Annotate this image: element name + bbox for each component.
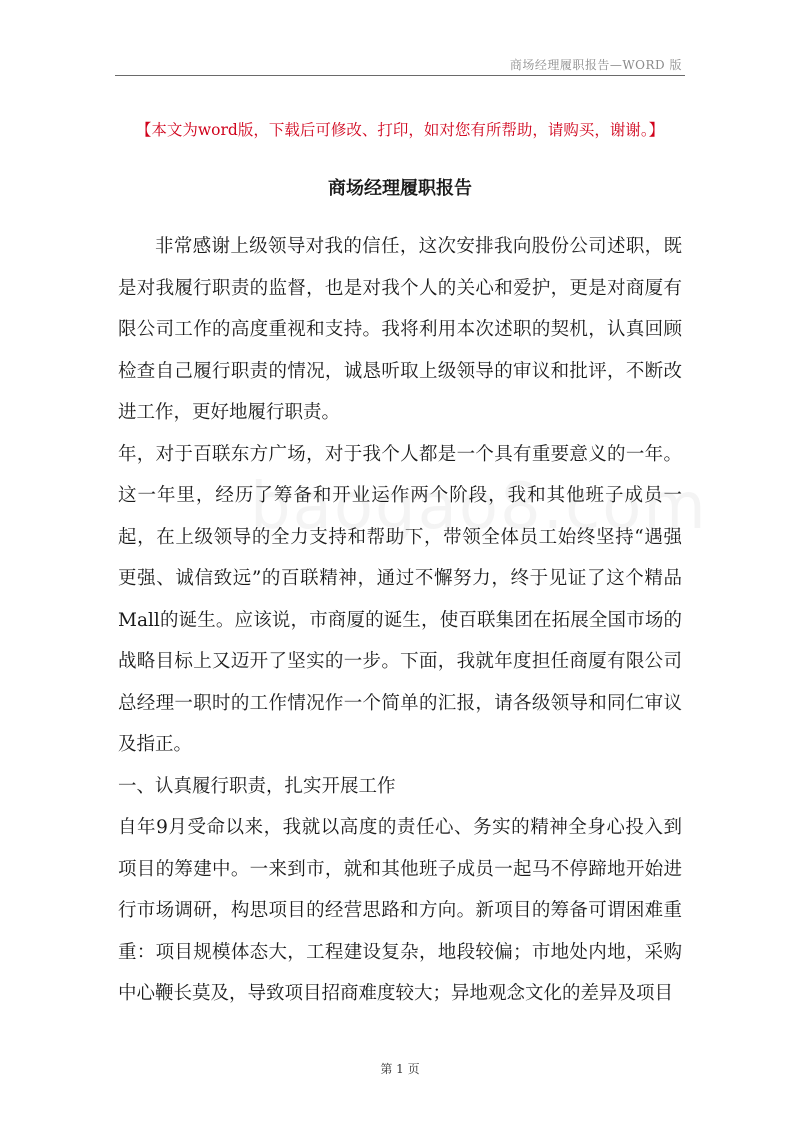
paragraph-year-summary: 年，对于百联东方广场，对于我个人都是一个具有重要意义的一年。这一年里，经历了筹备和开业运作两个阶段，我和其他班子成员一起，在上级领导的全力支持和帮助下，带领全体员工始终坚持“遇强更强、诚信致远”的百联精神，通过不懈努力，终于见证了这个精品Mall的诞生。应该说，市商厦的诞生，使百联集团在拓展全国市场的战略目标上又迈开了坚实的一步。下面，我就年度担任商厦有限公司总经理一职时的工作情况作一个简单的汇报，请各级领导和同仁审议及指正。 [118,443,682,755]
paragraph-intro: 非常感谢上级领导对我的信任，这次安排我向股份公司述职，既是对我履行职责的监督，也是对我个人的关心和爱护，更是对商厦有限公司工作的高度重视和支持。我将利用本次述职的契机，认真回顾检查自己履行职责的情况，诚恳听取上级领导的审议和批评，不断改进工作，更好地履行职责。 [118,236,682,423]
download-notice: 【本文为word版，下载后可修改、打印，如对您有所帮助，请购买，谢谢。】 [135,121,665,139]
document-title: 商场经理履职报告 [328,178,472,199]
paragraph-section-1: 自年9月受命以来，我就以高度的责任心、务实的精神全身心投入到项目的筹建中。一来到市，就和其他班子成员一起马不停蹄地开始进行市场调研，构思项目的经营思路和方向。新项目的筹备可谓困难重重：项目规模体态大，工程建设复杂，地段较偏；市地处内地，采购中心鞭长莫及，导致项目招商难度较大；异地观念文化的差异及项目 [118,817,682,1004]
running-header: 商场经理履职报告—WORD 版 [509,58,682,72]
header-divider [115,75,685,76]
section-heading-1: 一、认真履行职责，扎实开展工作 [118,775,396,797]
document-body [118,226,682,1015]
page-number: 第 1 页 [380,1062,420,1076]
